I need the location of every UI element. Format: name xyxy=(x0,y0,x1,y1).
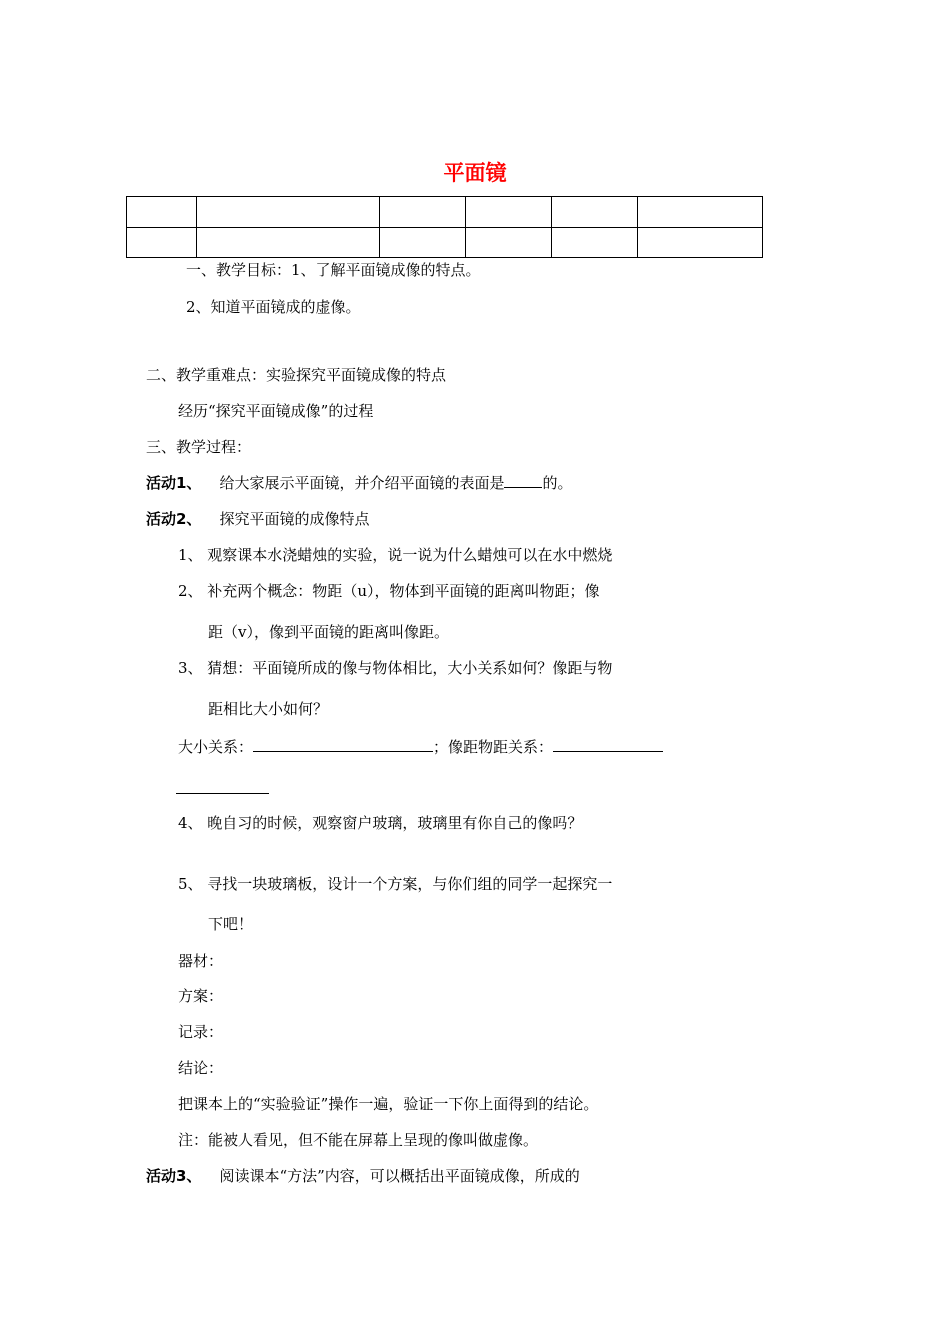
table-cell xyxy=(466,227,552,258)
activity-2-text: 探究平面镜的成像特点 xyxy=(219,510,370,528)
fill-in-blank xyxy=(504,473,542,488)
item-4: 4、 晚自习的时候，观察窗户玻璃，玻璃里有你自己的像吗？ xyxy=(178,814,583,832)
table-cell xyxy=(197,197,380,228)
note-line: 注：能被人看见，但不能在屏幕上呈现的像叫做虚像。 xyxy=(178,1131,539,1149)
item-1: 1、 观察课本水浇蜡烛的实验，说一说为什么蜡烛可以在水中燃烧 xyxy=(178,546,613,564)
table-cell xyxy=(552,227,638,258)
table-cell xyxy=(552,197,638,228)
item-2-line-2: 距（v），像到平面镜的距离叫像距。 xyxy=(208,623,449,641)
activity-2-label: 活动2、 xyxy=(146,510,202,528)
activity-2-line xyxy=(146,508,369,530)
equipment-label: 器材： xyxy=(178,952,224,970)
activity-1-text: 给大家展示平面镜，并介绍平面镜的表面是 xyxy=(219,474,505,492)
table-cell xyxy=(638,227,763,258)
key-points-line-2: 经历“探究平面镜成像”的过程 xyxy=(178,402,374,420)
item-3-line-2: 距相比大小如何？ xyxy=(208,700,329,718)
activity-3-label: 活动3、 xyxy=(146,1167,202,1185)
plan-label: 方案： xyxy=(178,987,224,1005)
table-row xyxy=(127,227,763,258)
document-title: 平面镜 xyxy=(443,161,507,185)
table-cell xyxy=(380,197,466,228)
size-relation-blank xyxy=(253,737,433,752)
table-cell xyxy=(380,227,466,258)
table-cell xyxy=(638,197,763,228)
table-cell xyxy=(127,227,197,258)
table-cell xyxy=(466,197,552,228)
size-relation-label: 大小关系： xyxy=(178,738,254,756)
distance-relation-label: ；像距物距关系： xyxy=(433,738,554,756)
conclusion-label: 结论： xyxy=(178,1059,224,1077)
teaching-goals-line-1: 一、教学目标：1、了解平面镜成像的特点。 xyxy=(186,261,481,279)
teaching-goals-line-2: 2、知道平面镜成的虚像。 xyxy=(186,298,361,316)
key-points-line: 二、教学重难点：实验探究平面镜成像的特点 xyxy=(146,366,447,384)
item-5-line-2: 下吧！ xyxy=(208,915,254,933)
distance-relation-blank-continued xyxy=(176,793,269,794)
activity-1-line xyxy=(146,472,572,494)
activity-1-label: 活动1、 xyxy=(146,474,202,492)
distance-relation-blank xyxy=(553,737,663,752)
item-5-line-1: 5、 寻找一块玻璃板，设计一个方案，与你们组的同学一起探究一 xyxy=(178,875,613,893)
activity-3-text: 阅读课本“方法”内容，可以概括出平面镜成像，所成的 xyxy=(219,1167,580,1185)
process-heading: 三、教学过程： xyxy=(146,438,252,456)
relations-line xyxy=(178,736,663,758)
verify-line: 把课本上的“实验验证”操作一遍，验证一下你上面得到的结论。 xyxy=(178,1095,599,1113)
table-cell xyxy=(127,197,197,228)
activity-3-line xyxy=(146,1165,580,1187)
activity-1-text-end: 的。 xyxy=(542,474,573,492)
item-2-line-1: 2、 补充两个概念：物距（u），物体到平面镜的距离叫物距；像 xyxy=(178,582,600,600)
item-3-line-1: 3、 猜想：平面镜所成的像与物体相比，大小关系如何？像距与物 xyxy=(178,659,613,677)
header-table xyxy=(126,196,763,258)
table-row xyxy=(127,197,763,228)
record-label: 记录： xyxy=(178,1023,224,1041)
table-cell xyxy=(197,227,380,258)
